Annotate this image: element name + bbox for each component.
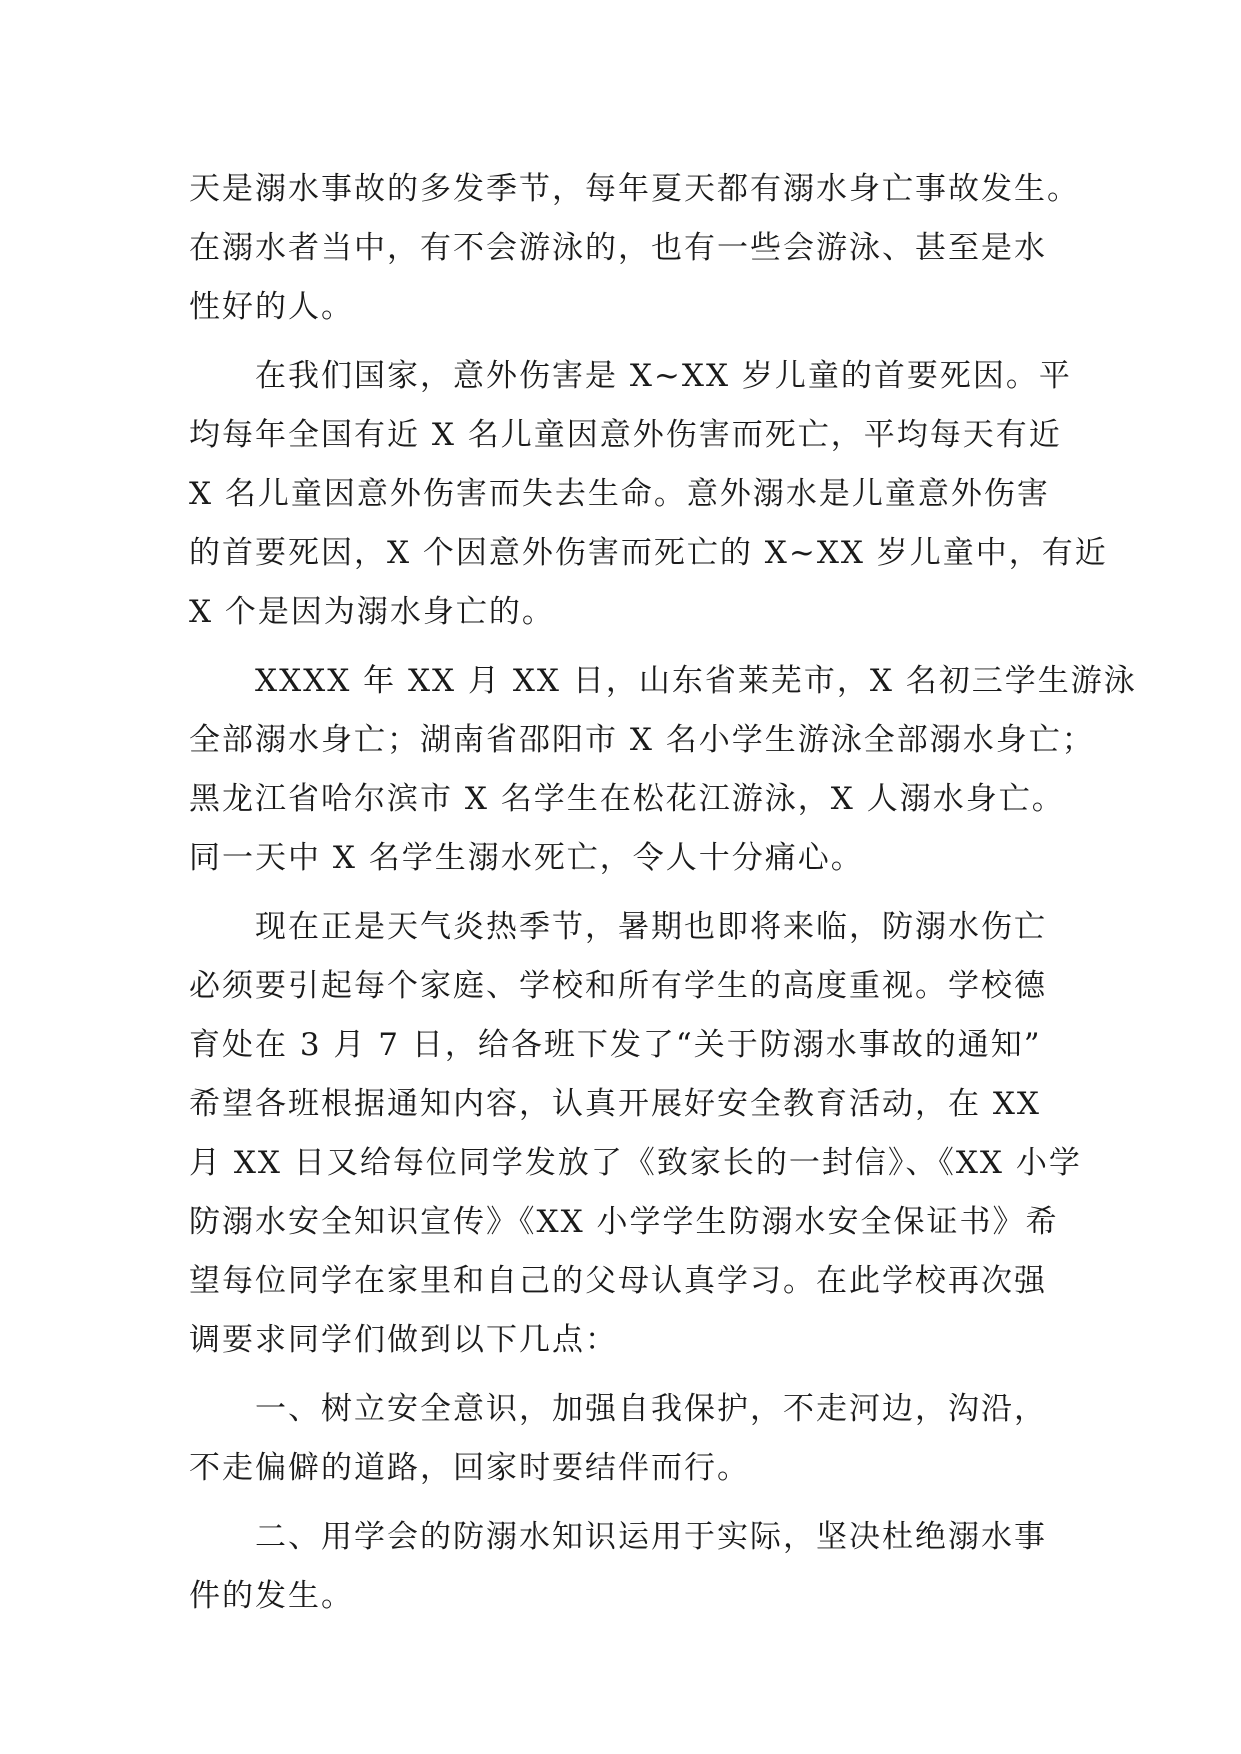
text-line: 二、用学会的防溺水知识运用于实际，坚决杜绝溺水事 <box>189 1519 1047 1555</box>
text-line: 均每年全国有近 X 名儿童因意外伤害而死亡，平均每天有近 <box>189 417 1062 453</box>
text-line: 月 XX 日又给每位同学发放了《致家长的一封信》、《XX 小学 <box>189 1145 1082 1181</box>
paragraph-1 <box>189 160 1089 337</box>
text-line: 全部溺水身亡；湖南省邵阳市 X 名小学生游泳全部溺水身亡； <box>189 722 1095 758</box>
text-line: 不走偏僻的道路，回家时要结伴而行。 <box>189 1450 750 1486</box>
text-line: 的首要死因，X 个因意外伤害而死亡的 X~XX 岁儿童中，有近 <box>189 535 1108 571</box>
text-line: 防溺水安全知识宣传》《XX 小学学生防溺水安全保证书》希 <box>189 1204 1059 1240</box>
paragraph-6 <box>189 1508 1089 1626</box>
text-line: 天是溺水事故的多发季节，每年夏天都有溺水身亡事故发生。 <box>189 171 1080 207</box>
text-line: XXXX 年 XX 月 XX 日，山东省莱芜市，X 名初三学生游泳 <box>189 663 1137 699</box>
text-line: 在溺水者当中，有不会游泳的，也有一些会游泳、甚至是水 <box>189 230 1047 266</box>
paragraph-3 <box>189 652 1137 888</box>
text-line: 同一天中 X 名学生溺水死亡，令人十分痛心。 <box>189 840 864 876</box>
text-line: X 个是因为溺水身亡的。 <box>189 594 555 630</box>
text-line: 一、树立安全意识，加强自我保护，不走河边，沟沿， <box>189 1391 1047 1427</box>
text-line: X 名儿童因意外伤害而失去生命。意外溺水是儿童意外伤害 <box>189 476 1050 512</box>
paragraph-4 <box>189 898 1089 1370</box>
body-text <box>189 160 1137 1626</box>
text-line: 在我们国家，意外伤害是 X~XX 岁儿童的首要死因。平 <box>189 358 1072 394</box>
text-line: 望每位同学在家里和自己的父母认真学习。在此学校再次强 <box>189 1263 1047 1299</box>
paragraph-2 <box>189 347 1108 642</box>
text-line: 必须要引起每个家庭、学校和所有学生的高度重视。学校德 <box>189 968 1047 1004</box>
text-line: 育处在 3 月 7 日，给各班下发了“关于防溺水事故的通知” <box>189 1027 1042 1063</box>
text-line: 黑龙江省哈尔滨市 X 名学生在松花江游泳，X 人溺水身亡。 <box>189 781 1065 817</box>
text-line: 希望各班根据通知内容，认真开展好安全教育活动，在 XX <box>189 1086 1041 1122</box>
text-line: 件的发生。 <box>189 1578 354 1614</box>
text-line: 调要求同学们做到以下几点： <box>189 1322 618 1358</box>
text-line: 性好的人。 <box>189 289 354 325</box>
paragraph-5 <box>189 1380 1089 1498</box>
text-line: 现在正是天气炎热季节，暑期也即将来临，防溺水伤亡 <box>189 909 1047 945</box>
